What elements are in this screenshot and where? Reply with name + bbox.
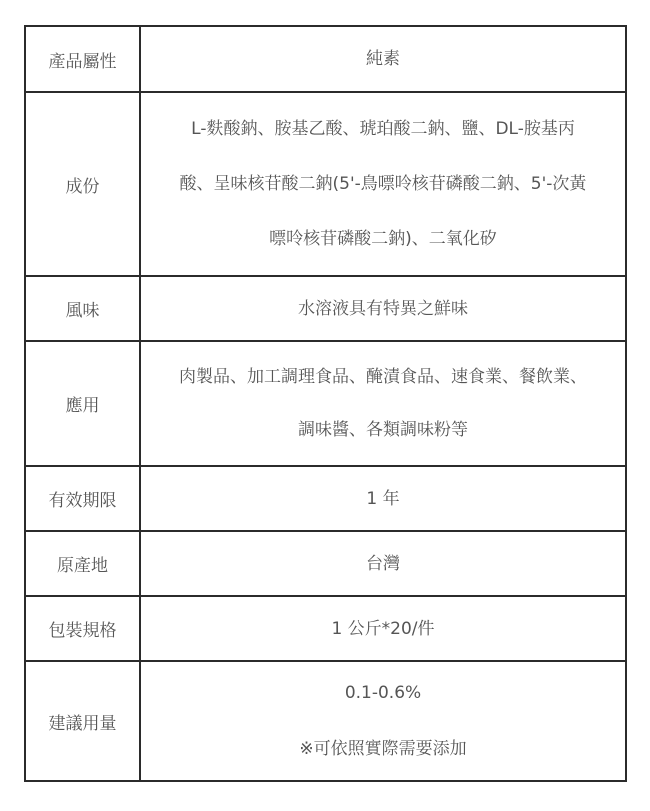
table-row-application — [25, 341, 626, 466]
table-row-origin — [25, 531, 626, 596]
row-label: 包裝規格 — [25, 596, 140, 661]
row-label: 風味 — [25, 276, 140, 341]
row-label: 有效期限 — [25, 466, 140, 531]
value-line: 0.1-0.6% — [344, 683, 422, 703]
row-value — [140, 276, 626, 341]
value-line: 水溶液具有特異之鮮味 — [298, 298, 468, 319]
row-label: 建議用量 — [25, 661, 140, 781]
value-line: 調味醬、各類調味粉等 — [298, 419, 468, 440]
value-line: 台灣 — [366, 553, 400, 574]
value-line: 嘌呤核苷磷酸二鈉)、二氧化矽 — [269, 228, 497, 249]
value-line: L-麩酸鈉、胺基乙酸、琥珀酸二鈉、鹽、DL-胺基丙 — [191, 118, 575, 139]
value-line: 1 年 — [366, 488, 400, 509]
row-value — [140, 661, 626, 781]
table-row-shelf-life — [25, 466, 626, 531]
row-value — [140, 92, 626, 276]
table-row-ingredients — [25, 92, 626, 276]
row-label: 產品屬性 — [25, 26, 140, 92]
product-spec-table — [24, 25, 627, 782]
row-label: 成份 — [25, 92, 140, 276]
row-value — [140, 531, 626, 596]
table-row-packaging — [25, 596, 626, 661]
value-line: 純素 — [366, 49, 400, 69]
value-line: 1 公斤*20/件 — [331, 618, 435, 639]
table-row-dosage — [25, 661, 626, 781]
value-line: ※可依照實際需要添加 — [299, 739, 467, 759]
table-row-product-type — [25, 26, 626, 92]
row-label: 原產地 — [25, 531, 140, 596]
row-value — [140, 466, 626, 531]
row-value — [140, 341, 626, 466]
value-line: 酸、呈味核苷酸二鈉(5'-鳥嘌呤核苷磷酸二鈉、5'-次黃 — [179, 173, 587, 194]
value-line: 肉製品、加工調理食品、醃漬食品、速食業、餐飲業、 — [179, 366, 587, 387]
row-label: 應用 — [25, 341, 140, 466]
row-value — [140, 596, 626, 661]
table-row-flavor — [25, 276, 626, 341]
row-value — [140, 26, 626, 92]
